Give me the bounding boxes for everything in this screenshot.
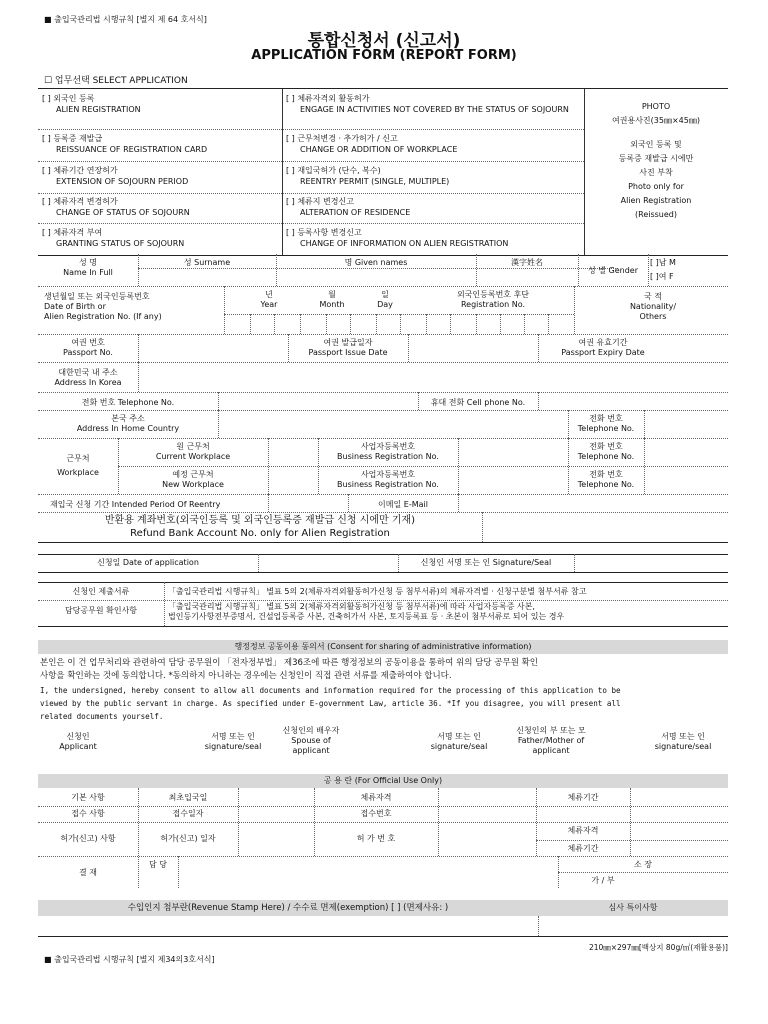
page-title-english: APPLICATION FORM (REPORT FORM) [251,48,517,63]
first-entry-label: 최초입국일 [168,793,208,802]
applicant-signature-label: 신청인 서명 또는 인 Signature/Seal [420,558,552,567]
review-notes-label: 심사 특이사항 [608,903,658,912]
workplace-label: 근무처 Workplace [57,454,99,477]
refund-account-label: 반환용 계좌번호(외국인등록 및 외국인등록증 재발급 신청 시에만 기재) Refund Bank Account No. only for Alien Registration [104,515,416,539]
address-korea-label: 대한민국 내 주소 Address In Korea [54,368,122,387]
permit-date-label: 허가(신고) 일자 [160,834,216,843]
new-workplace-tel-label: 전화 번호 Telephone No. [577,470,635,489]
receipt-date-label: 접수일자 [172,809,204,818]
new-workplace-label: 예정 근무처 New Workplace [162,470,224,489]
select-alien-registration[interactable]: [ ] 외국인 등록 ALIEN REGISTRATION [42,94,141,114]
current-workplace-tel-label: 전화 번호 Telephone No. [577,442,635,461]
hanja-name-label: 漢字姓名 [511,258,543,267]
select-card-reissuance[interactable]: [ ] 등록증 재발급 REISSUANCE OF REGISTRATION CARD [42,134,208,154]
select-info-change[interactable]: [ ] 등록사항 변경신고 CHANGE OF INFORMATION ON ALIEN REGISTRATION [286,228,509,248]
select-residence-alteration[interactable]: [ ] 체류지 변경신고 ALTERATION OF RESIDENCE [286,197,411,217]
select-extension[interactable]: [ ] 체류기간 연장허가 EXTENSION OF SOJOURN PERIOD [42,166,189,186]
consent-spouse-signature[interactable]: 서명 또는 인 signature/seal [430,732,488,751]
name-label: 성 명 Name In Full [63,258,113,277]
select-application-label[interactable]: ☐ 업무선택 SELECT APPLICATION [44,76,188,86]
permit-status-label: 체류자격 [567,826,599,835]
decision-label: 결 재 [79,868,97,877]
consent-spouse-label: 신청인의 배우자 Spouse of applicant [282,726,340,755]
nationality-label: 국 적 Nationality/ Others [629,292,677,321]
home-address-label: 본국 주소 Address In Home Country [76,414,180,433]
consent-parent-signature[interactable]: 서명 또는 인 signature/seal [654,732,712,751]
charge-label: 담 당 [149,860,167,869]
gender-label: 성 별 Gender [587,266,639,275]
new-biz-reg-label: 사업자등록번호 Business Registration No. [337,470,439,489]
select-extra-activity-permit[interactable]: [ ] 체류자격외 활동허가 ENGAGE IN ACTIVITIES NOT COVERED BY THE STATUS OF SOJOURN [286,94,569,114]
permit-period-label: 체류기간 [567,844,599,853]
footer-form-note: ■ 출입국관리법 시행규칙 [별지 제34의3호서식] [44,955,215,964]
registration-no-label: 외국인등록번호 후단 Registration No. [456,290,530,309]
personal-info-section [38,254,728,514]
receipt-no-label: 접수번호 [360,809,392,818]
consent-signatures [38,722,728,766]
gender-female-checkbox[interactable]: [ ]여 F [650,272,674,281]
select-workplace-change[interactable]: [ ] 근무처변경 · 추가허가 / 신고 CHANGE OR ADDITION OF WORKPLACE [286,134,458,154]
form-number-note: ■ 출입국관리법 시행규칙 [별지 제 64 호서식] [44,15,207,24]
birth-month-label: 월 Month [319,290,345,309]
email-label: 이메일 E-Mail [378,500,428,509]
period-label: 체류기간 [567,793,599,802]
consent-text-korean: 본인은 이 건 업무처리와 관련하여 담당 공무원이 「전자정부법」 제36조에 따른 행정정보의 공동이용을 통하여 위의 담당 공무원 확인 사항을 확인하는 것에 동의합니다. *동의하지 아니하는 경우에는 신청인이 직접 관련 서류를 제출하여야 합니다. [40,658,539,681]
birth-year-label: 년 Year [260,290,278,309]
refund-account-section [38,512,728,542]
cellphone-label: 휴대 전화 Cell phone No. [430,398,526,407]
paper-spec: 210㎜×297㎜[백상지 80g/㎡(재활용품)] [588,943,728,952]
passport-issue-label: 여권 발급일자 Passport Issue Date [308,338,388,357]
approve-reject-label: 가 / 부 [591,876,615,885]
official-use-section [38,788,728,888]
given-names-label: 명 Given names [344,258,408,267]
receipt-info-label: 접수 사항 [71,809,105,818]
gender-male-checkbox[interactable]: [ ]남 M [650,258,676,267]
current-workplace-label: 원 근무처 Current Workplace [155,442,231,461]
photo-area[interactable]: PHOTO 여권용사진(35㎜×45㎜) 외국인 등록 및 등록증 재발급 시에만 사진 부착 Photo only for Alien Registration (Reissued) [612,102,700,219]
basic-info-label: 기본 사항 [71,793,105,802]
select-status-change[interactable]: [ ] 체류자격 변경허가 CHANGE OF STATUS OF SOJOURN [42,197,190,217]
home-telephone-label: 전화 번호 Telephone No. [577,414,635,433]
application-date-label: 신청일 Date of application [97,558,199,567]
chief-label: 소 장 [634,860,652,869]
page-title-korean: 통합신청서 (신고서) [307,31,461,51]
applicant-documents-text: 「출입국관리법 시행규칙」 별표 5의 2(체류자격외활동허가신청 등 첨부서류)의 체류자격별 · 신청구분별 첨부서류 참고 [168,587,587,596]
documents-section [38,582,728,626]
officer-check-label: 담당공무원 확인사항 [64,606,138,615]
select-reentry-permit[interactable]: [ ] 재입국허가 (단수, 복수) REENTRY PERMIT (SINGLE, MULTIPLE) [286,166,450,186]
surname-label: 성 Surname [183,258,231,267]
official-use-title: 공 용 란 (For Official Use Only) [323,776,443,785]
applicant-documents-label: 신청인 제출서류 [72,587,130,596]
reentry-period-label: 재입국 신청 기간 Intended Period Of Reentry [50,500,221,509]
consent-applicant-signature[interactable]: 서명 또는 인 signature/seal [204,732,262,751]
consent-text-english: I, the undersigned, hereby consent to allow all documents and information required for the processing of this application to be viewed by the public servant in charge. As specified under E-government Law, article 36. *If you disagree, you will present all related documents yourself. [40,686,621,721]
telephone-label: 전화 번호 Telephone No. [81,398,175,407]
birth-label: 생년월일 또는 외국인등록번호 Date of Birth or Alien Registration No. (If any) [44,292,162,321]
birth-day-label: 일 Day [377,290,393,309]
revenue-stamp-label: 수입인지 첨부란(Revenue Stamp Here) / 수수료 면제(exemption) [ ] (면제사유: ) [127,903,449,913]
current-biz-reg-label: 사업자등록번호 Business Registration No. [337,442,439,461]
permit-no-label: 허 가 번 호 [356,834,396,843]
officer-check-text: 「출입국관리법 시행규칙」 별표 5의 2(체류자격외활동허가신청 등 첨부서류)에 따라 사업자등록증 사본, 법인등기사항전부증명서, 건설업등록증 사본, 건축허가서 사본, 토지등록표 등 · 초본이 첨부서류로 되어 있는 경우 [168,602,565,621]
permit-info-label: 허가(신고) 사항 [60,834,116,843]
select-granting-status[interactable]: [ ] 체류자격 부여 GRANTING STATUS OF SOJOURN [42,228,185,248]
consent-parent-label: 신청인의 부 또는 모 Father/Mother of applicant [516,726,586,755]
passport-expiry-label: 여권 유효기간 Passport Expiry Date [561,338,645,357]
passport-no-label: 여권 번호 Passport No. [63,338,113,357]
application-date-row [38,554,728,572]
consent-applicant-label: 신청인 Applicant [59,732,97,751]
consent-title: 행정정보 공동이용 동의서 (Consent for sharing of administrative information) [234,642,532,651]
status-label: 체류자격 [360,793,392,802]
